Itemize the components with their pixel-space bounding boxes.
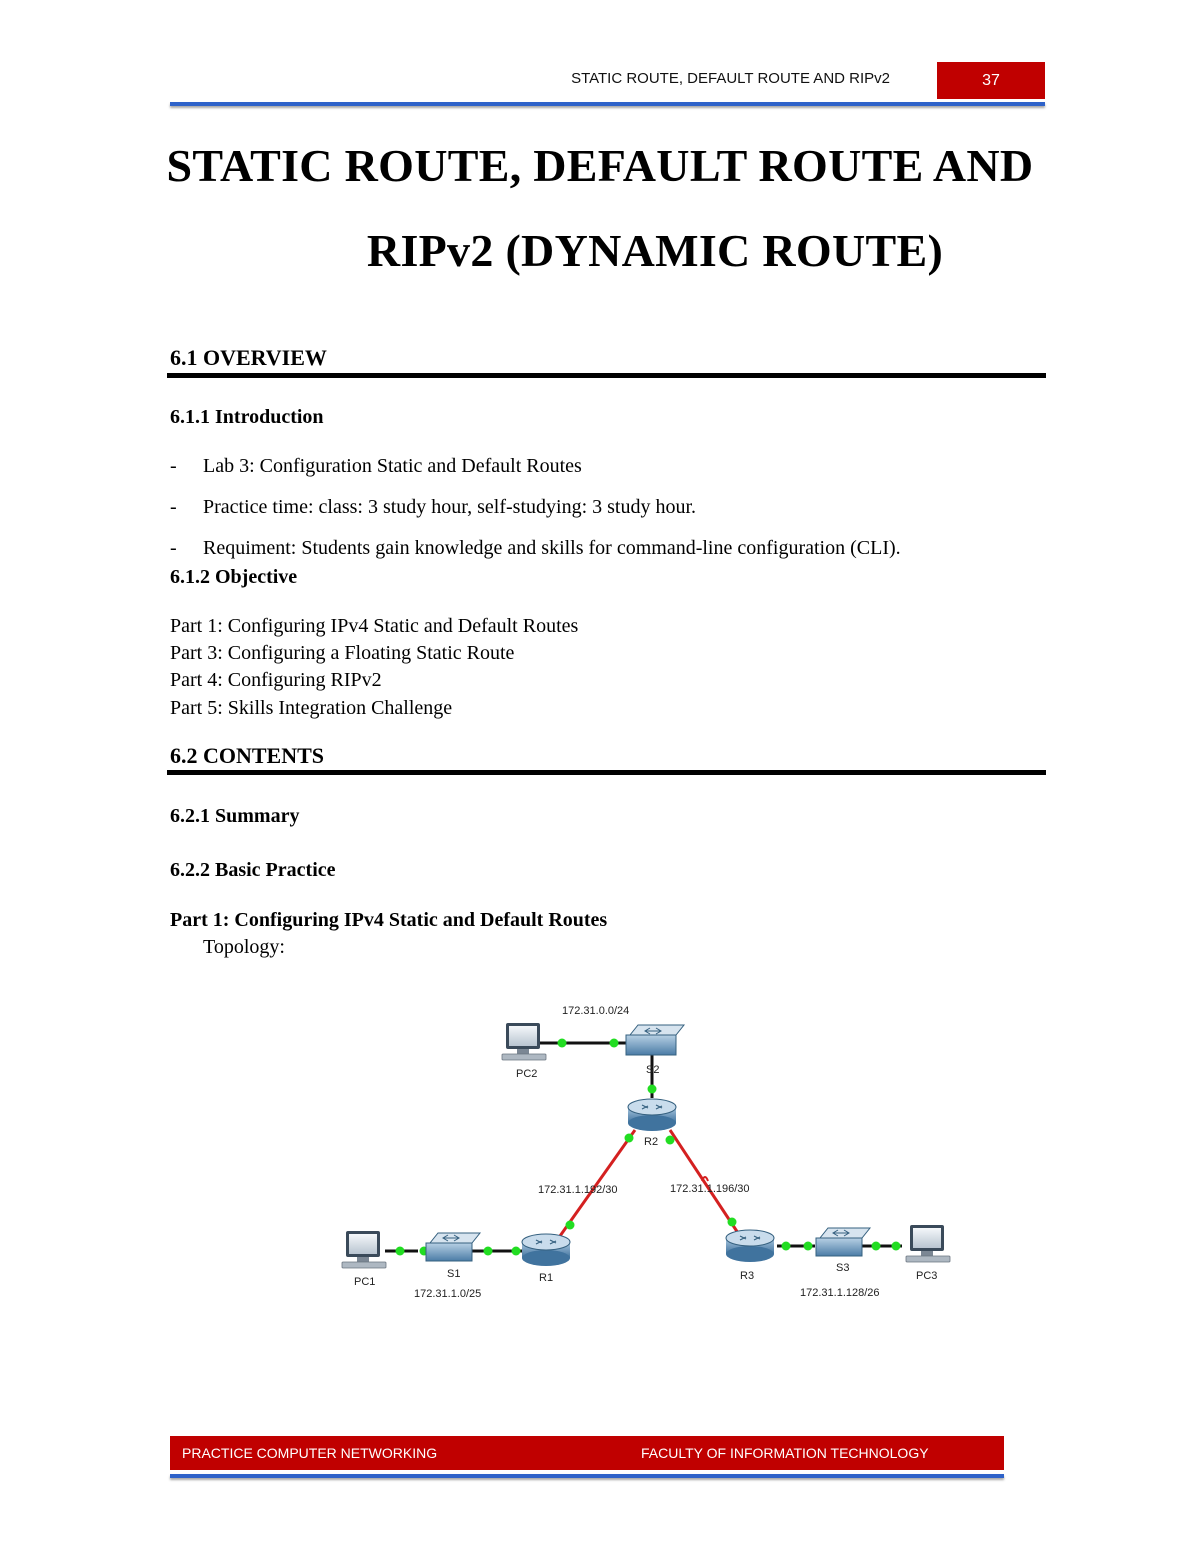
pc3-computer-icon [906,1225,950,1262]
subsection-heading-basic-practice: 6.2.2 Basic Practice [170,859,336,881]
subsection-heading-summary: 6.2.1 Summary [170,805,300,827]
s3-switch-icon [816,1228,870,1256]
document-title-line2: RIPv2 (DYNAMIC ROUTE) [366,225,944,276]
section-rule-contents [167,770,1046,775]
device-label-s3: S3 [836,1262,850,1274]
network-label-lan-r1: 172.31.1.0/25 [414,1288,482,1300]
list-item: - Requiment: Students gain knowledge and skills for command-line configuration (CLI). [170,537,901,559]
list-item-text: Practice time: class: 3 study hour, self-studying: 3 study hour. [203,496,697,518]
s1-switch-icon [426,1233,480,1261]
running-header-title: STATIC ROUTE, DEFAULT ROUTE AND RIPv2 [571,70,890,87]
r2-router-icon [628,1099,676,1131]
page-number-badge [937,62,1045,99]
network-label-wan-r2-r3: 172.31.1.196/30 [670,1183,750,1195]
device-label-r2: R2 [644,1136,659,1148]
network-label-lan-r3: 172.31.1.128/26 [800,1287,880,1299]
r3-router-icon [726,1230,774,1262]
device-label-s2: S2 [646,1064,660,1076]
section-rule-overview [167,373,1046,378]
section-heading-overview: 6.1 OVERVIEW [170,345,327,370]
list-item: - Practice time: class: 3 study hour, self-studying: 3 study hour. [170,496,697,518]
objective-item: Part 1: Configuring IPv4 Static and Default Routes [170,615,579,637]
list-item-text: Requiment: Students gain knowledge and skills for command-line configuration (CLI). [203,537,901,559]
r1-router-icon [522,1234,570,1266]
network-label-lan-r2: 172.31.0.0/24 [562,1005,630,1017]
device-label-r1: R1 [539,1272,554,1284]
device-label-pc3: PC3 [916,1270,938,1282]
device-label-pc1: PC1 [354,1276,376,1288]
topology-label: Topology: [203,936,285,958]
header-rule [170,102,1045,106]
device-label-pc2: PC2 [516,1068,538,1080]
list-item: - Lab 3: Configuration Static and Default Routes [170,455,582,477]
pc2-computer-icon [502,1023,546,1060]
footer-rule [170,1474,1004,1478]
network-label-wan-r1-r2: 172.31.1.192/30 [538,1184,618,1196]
footer-bar [170,1436,1004,1470]
objective-item: Part 3: Configuring a Floating Static Route [170,642,515,664]
subsection-heading-introduction: 6.1.1 Introduction [170,406,324,428]
list-item-text: Lab 3: Configuration Static and Default Routes [203,455,582,477]
section-heading-contents: 6.2 CONTENTS [170,743,325,768]
footer-course-name: PRACTICE COMPUTER NETWORKING [182,1445,438,1461]
pc1-computer-icon [342,1231,386,1268]
objective-item: Part 5: Skills Integration Challenge [170,697,453,719]
footer-faculty-name: FACULTY OF INFORMATION TECHNOLOGY [641,1445,929,1461]
device-label-r3: R3 [740,1270,755,1282]
part1-heading: Part 1: Configuring IPv4 Static and Default Routes [170,909,608,931]
page-number: 37 [982,71,1000,89]
objective-item: Part 4: Configuring RIPv2 [170,669,382,691]
document-title-line1: STATIC ROUTE, DEFAULT ROUTE AND [166,140,1034,191]
device-label-s1: S1 [447,1268,461,1280]
s2-switch-icon [626,1025,684,1055]
link-r2-r1-serial [560,1130,635,1236]
topology-diagram [330,995,970,1315]
subsection-heading-objective: 6.1.2 Objective [170,566,298,588]
